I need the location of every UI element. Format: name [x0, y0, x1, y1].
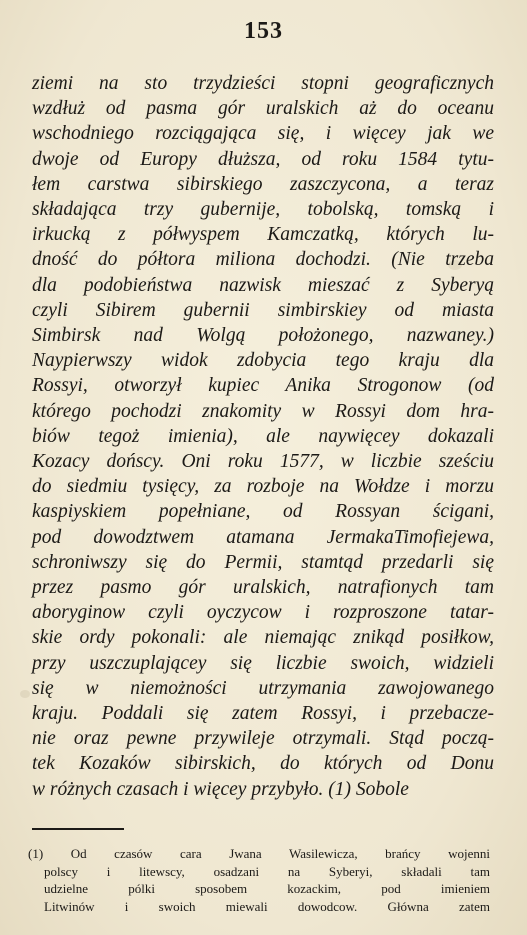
text-line: schroniwszy się do Permii, stamtąd przedarli się	[32, 551, 494, 573]
paper-stain	[20, 690, 30, 698]
text-line: dla podobieństwa nazwisk mieszać z Syberyą	[32, 274, 494, 296]
text-line: czyli Sibirem gubernii simbirskiey od miasta	[32, 299, 494, 321]
footnote-line: Litwinów i swoich miewali dowodcow. Główna zatem	[44, 898, 490, 914]
text-line: dwoje od Europy dłuższa, od roku 1584 tytu-	[32, 148, 494, 170]
text-line: Simbirsk nad Wolgą położonego, nazwaney.)	[32, 325, 494, 346]
text-line: przez pasmo gór uralskich, natrafionych tam	[32, 577, 494, 598]
footnote-line: (1) Od czasów cara Jwana Wasilewicza, brańcy wojenni	[28, 846, 490, 861]
page-number: 153	[244, 18, 283, 44]
text-line: przy uszczuplającey się liczbie swoich, widzieli	[32, 652, 494, 674]
footnote-line: udzielne pólki sposobem kozackim, pod imieniem	[44, 881, 490, 896]
text-line: składająca trzy gubernije, tobolską, tomską i	[32, 199, 494, 220]
text-line: Rossyi, otworzył kupiec Anika Strogonow (od	[32, 375, 494, 397]
text-line: którego pochodzi znakomity w Rossyi dom hra-	[32, 400, 494, 422]
footnote-rule	[32, 828, 124, 830]
text-line: aboryginow czyli oyczycow i rozproszone tatar-	[32, 602, 494, 624]
text-line: biów tegoż imienia), ale naywięcey dokazali	[32, 425, 494, 447]
footnote-line: polscy i litewscy, osadzani na Syberyi, składali tam	[44, 863, 490, 879]
text-line: skie ordy pokonali: ale niemając znikąd posiłkow,	[32, 627, 494, 649]
text-line: wzdłuż od pasma gór uralskich aż do oceanu	[32, 98, 494, 120]
text-line: Naypierwszy widok zdobycia tego kraju dla	[32, 350, 494, 372]
text-line: do siedmiu tysięcy, za rozboje na Wołdze i morzu	[32, 476, 494, 498]
text-line: irkucką z półwyspem Kamczatką, których lu-	[32, 224, 494, 246]
text-line: tek Kozaków sibirskich, do których od Donu	[32, 753, 494, 775]
text-line: pod dowodztwem atamana JermakaTimofiejewa,	[32, 526, 494, 548]
text-line: w różnych czasach i więcey przybyło. (1) Sobole	[32, 778, 409, 800]
text-line: Kozacy dońscy. Oni roku 1577, w liczbie sześciu	[32, 451, 494, 472]
text-line: wschodniego rozciągająca się, i więcey jak we	[32, 123, 494, 145]
text-line: się w niemożności utrzymania zawojowanego	[32, 677, 494, 699]
text-line: kaspiyskiem popełniane, od Rossyan ścigani,	[32, 501, 494, 523]
text-line: łem carstwa sibirskiego zaszczycona, a teraz	[32, 173, 494, 195]
text-line: kraju. Poddali się zatem Rossyi, i przebacze-	[32, 703, 494, 724]
text-line: dność do półtora miliona dochodzi. (Nie trzeba	[32, 249, 494, 271]
text-line: ziemi na sto trzydzieści stopni geograficznych	[32, 73, 494, 94]
text-line: nie oraz pewne przywileje otrzymali. Stąd począ-	[32, 728, 494, 750]
